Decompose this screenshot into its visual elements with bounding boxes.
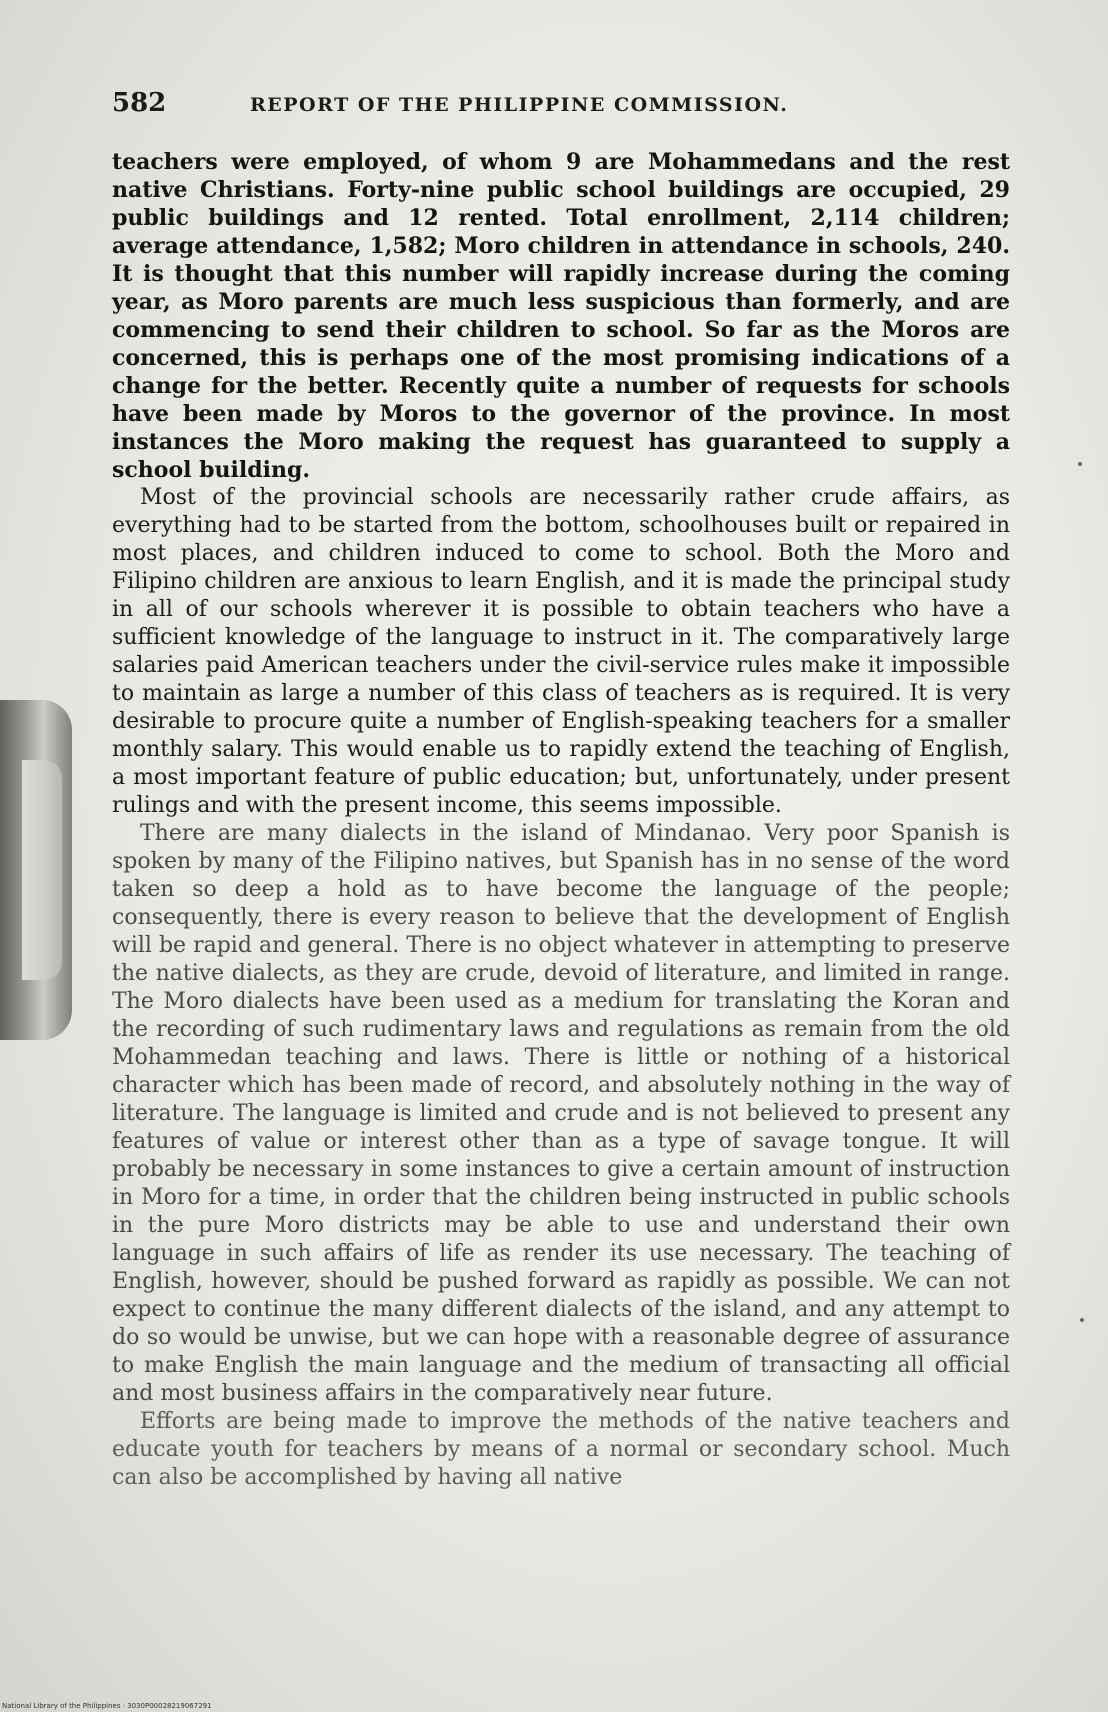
book-binding-highlight [22, 760, 62, 980]
scan-speck [1080, 1318, 1084, 1322]
scan-credit: National Library of the Philippines · 3030P00028219067291 [2, 1702, 212, 1710]
page-header [112, 88, 1012, 128]
running-title: REPORT OF THE PHILIPPINE COMMISSION. [250, 94, 789, 116]
paragraph: Most of the provincial schools are necessarily rather crude affairs, as everything had to be started from the bottom, schoolhouses built or repaired in most places, and children induced to come to school. Both the Moro and Filipino children are anxious to learn English, and it is made the principal study in all of our schools wherever it is possible to obtain teachers who have a sufficient knowledge of the language to instruct in it. The comparatively large salaries paid American teachers under the civil-service rules make it impossible to maintain as large a number of this class of teachers as is required. It is very desirable to procure quite a number of English-speaking teachers for a smaller monthly salary. This would enable us to rapidly extend the teaching of English, a most important feature of public education; but, unfortunately, under present rulings and with the present income, this seems impossible. [112, 485, 1010, 818]
paragraph: There are many dialects in the island of Mindanao. Very poor Spanish is spoken by many of the Filipino natives, but Spanish has in no sense of the word taken so deep a hold as to have become the language of the people; consequently, there is every reason to believe that the development of English will be rapid and general. There is no object whatever in attempting to preserve the native dialects, as they are crude, devoid of literature, and limited in range. The Moro dialects have been used as a medium for translating the Koran and the recording of such rudimentary laws and regulations as remain from the old Mohammedan teaching and laws. There is little or nothing of a historical character which has been made of record, and absolutely nothing in the way of literature. The language is limited and crude and is not believed to present any features of value or interest other than as a type of savage tongue. It will probably be necessary in some instances to give a certain amount of instruction in Moro for a time, in order that the children being instructed in public schools in the pure Moro districts may be able to use and understand their own language in such affairs of life as render its use necessary. The teaching of English, however, should be pushed forward as rapidly as possible. We can not expect to continue the many different dialects of the island, and any attempt to do so would be unwise, but we can hope with a reasonable degree of assurance to make English the main language and the medium of transacting all official and most business affairs in the comparatively near future. [112, 821, 1010, 1406]
page-number: 582 [112, 88, 167, 118]
paragraph: teachers were employed, of whom 9 are Mohammedans and the rest native Christians. Forty-nine public school buildings are occupied, 29 public buildings and 12 rented. Total enrollment, 2,114 children; average attendance, 1,582; Moro children in attendance in schools, 240. It is thought that this number will rapidly increase during the coming year, as Moro parents are much less suspicious than formerly, and are commencing to send their children to school. So far as the Moros are concerned, this is perhaps one of the most promising indications of a change for the better. Recently quite a number of requests for schools have been made by Moros to the governor of the province. In most instances the Moro making the request has guaranteed to supply a school building. [112, 149, 1010, 483]
paragraph: Efforts are being made to improve the methods of the native teachers and educate youth for teachers by means of a normal or secondary school. Much can also be accomplished by having all native [112, 1409, 1010, 1490]
scan-speck [1078, 462, 1082, 466]
page-body [112, 148, 1010, 1492]
